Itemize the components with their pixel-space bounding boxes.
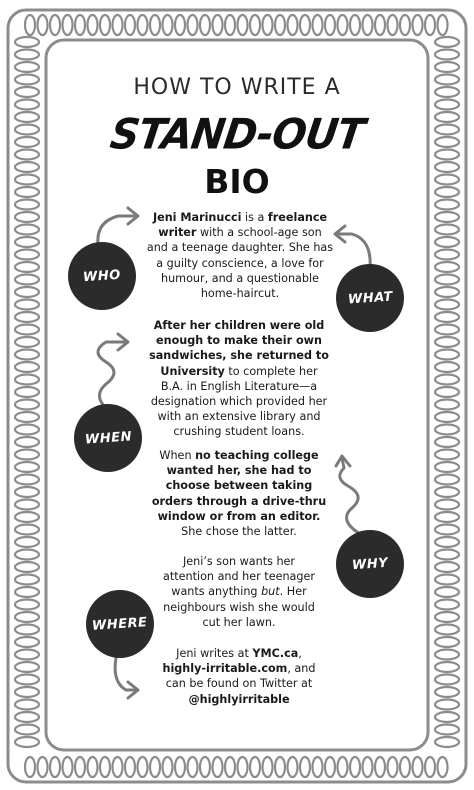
bio-but: but [261,585,280,599]
bio-why-paragraph [148,448,330,539]
when-arrow [98,342,126,410]
bio-text: is a [241,211,268,224]
bio-son-paragraph [156,554,322,630]
bio-text: , and can be found on Twitter at [165,662,316,691]
bio-text: with a school-age son and a teenage daughter. She has a guilty conscience, a love for humour, and a questionable home-haircut. [146,226,334,301]
bio-text: . Her neighbours wish she would cut her lawn. [163,585,315,629]
bio-who-paragraph [146,210,334,301]
bio-site-highly-irritable[interactable]: highly-irritable.com [162,662,288,676]
who-badge [68,242,136,310]
why-badge [336,530,404,598]
bio-text: Jeni writes at [176,647,253,660]
bio-twitter-handle[interactable]: @highlyirritable [188,692,290,706]
where-label: WHERE [91,614,149,634]
bio-text: When [159,449,196,462]
bio-text: , [298,647,302,660]
bio-why-bold: no teaching college wanted her, she had to choose between taking orders through a drive-thru window or from an editor. [151,449,327,523]
what-badge [336,264,404,332]
where-badge [86,590,154,658]
title-line-1: HOW TO WRITE A [133,75,341,100]
bio-when-paragraph [148,318,330,440]
bio-where-paragraph [156,646,322,707]
title-line-2: STAND-OUT [107,110,367,160]
when-badge [74,404,142,472]
bio-text: Jeni’s son wants her attention and her teenager wants anything [162,555,315,599]
bio-text: She chose the latter. [181,525,297,539]
bio-name: Jeni Marinucci [152,211,242,224]
bio-freelance: freelance writer [158,211,328,240]
title-line-3: BIO [204,162,270,201]
why-arrow [340,458,360,534]
why-label: WHY [351,555,389,573]
who-arrow [98,216,136,244]
bio-site-ymc[interactable]: YMC.ca [252,647,299,660]
when-label: WHEN [84,428,132,448]
bio-when-bold: After her children were old enough to make their own sandwiches, she returned to University [149,319,329,378]
who-label: WHO [82,267,122,285]
what-label: WHAT [347,288,393,308]
bio-text: to complete her B.A. in English Literature—a designation which provided her with an extensive library and crushing student loans. [150,364,328,439]
